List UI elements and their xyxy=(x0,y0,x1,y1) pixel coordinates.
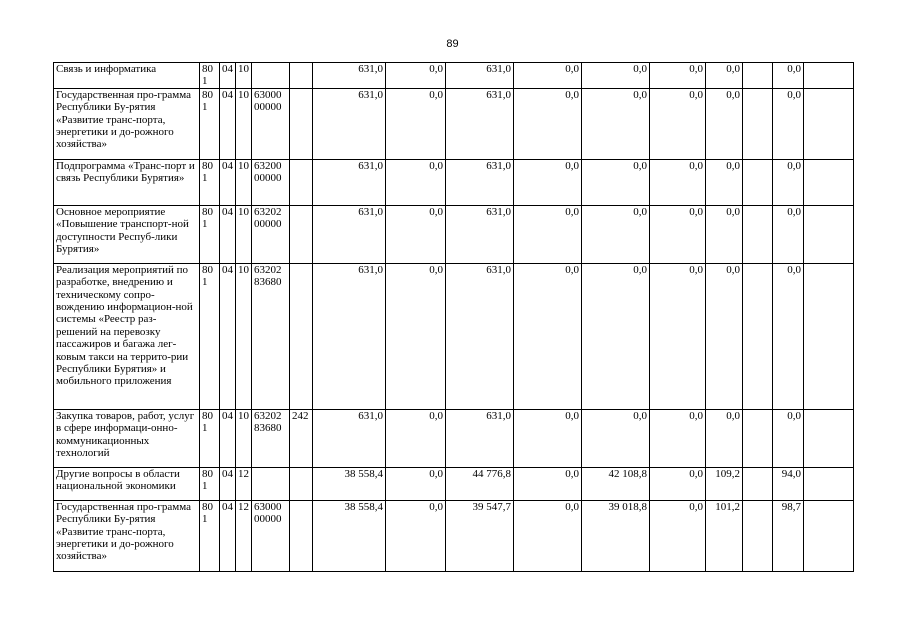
empty-cell xyxy=(804,263,854,409)
row-name-cell: Другие вопросы в области национальной экономики xyxy=(54,467,200,500)
row-name-cell: Государственная про-грамма Республики Бу-рятия «Развитие транс-порта, энергетики и до-рожного хозяйства» xyxy=(54,88,200,159)
value-cell-6: 0,0 xyxy=(650,409,706,467)
value-cell-1: 38 558,4 xyxy=(313,467,386,500)
value-cell-5: 39 018,8 xyxy=(582,500,650,571)
value-cell-4: 0,0 xyxy=(514,205,582,263)
value-cell-3: 631,0 xyxy=(446,88,514,159)
value-cell-7: 0,0 xyxy=(706,63,743,89)
table-row xyxy=(54,263,854,409)
value-cell-9: 0,0 xyxy=(773,159,804,205)
value-cell-8 xyxy=(743,205,773,263)
code-section-cell: 04 xyxy=(220,467,236,500)
value-cell-8 xyxy=(743,263,773,409)
code-ministry-cell: 801 xyxy=(200,159,220,205)
table-row xyxy=(54,500,854,571)
value-cell-9: 94,0 xyxy=(773,467,804,500)
code-expense-type-cell xyxy=(290,500,313,571)
value-cell-4: 0,0 xyxy=(514,88,582,159)
code-subsection-cell: 12 xyxy=(236,500,252,571)
code-section-cell: 04 xyxy=(220,205,236,263)
value-cell-1: 631,0 xyxy=(313,159,386,205)
code-target-article-cell: 63202 00000 xyxy=(252,205,290,263)
row-name-cell: Государственная про-грамма Республики Бу-рятия «Развитие транс-порта, энергетики и до-рожного хозяйства» xyxy=(54,500,200,571)
code-ministry-cell: 801 xyxy=(200,88,220,159)
code-section-cell: 04 xyxy=(220,263,236,409)
code-expense-type-cell xyxy=(290,63,313,89)
code-ministry-cell: 801 xyxy=(200,467,220,500)
row-name-cell: Связь и информатика xyxy=(54,63,200,89)
code-ministry-cell: 801 xyxy=(200,63,220,89)
value-cell-5: 0,0 xyxy=(582,205,650,263)
code-expense-type-cell xyxy=(290,263,313,409)
value-cell-7: 0,0 xyxy=(706,88,743,159)
value-cell-8 xyxy=(743,63,773,89)
code-target-article-cell: 63200 00000 xyxy=(252,159,290,205)
row-name-cell: Подпрограмма «Транс-порт и связь Республики Бурятия» xyxy=(54,159,200,205)
empty-cell xyxy=(804,467,854,500)
value-cell-6: 0,0 xyxy=(650,88,706,159)
code-subsection-cell: 10 xyxy=(236,409,252,467)
table-body xyxy=(54,63,854,572)
empty-cell xyxy=(804,205,854,263)
value-cell-4: 0,0 xyxy=(514,467,582,500)
code-section-cell: 04 xyxy=(220,159,236,205)
row-name-cell: Закупка товаров, работ, услуг в сфере информаци-онно-коммуникационных технологий xyxy=(54,409,200,467)
value-cell-4: 0,0 xyxy=(514,409,582,467)
value-cell-8 xyxy=(743,159,773,205)
value-cell-7: 0,0 xyxy=(706,159,743,205)
empty-cell xyxy=(804,500,854,571)
code-expense-type-cell xyxy=(290,88,313,159)
code-ministry-cell: 801 xyxy=(200,263,220,409)
value-cell-5: 0,0 xyxy=(582,409,650,467)
budget-table xyxy=(53,62,854,572)
table-row xyxy=(54,409,854,467)
value-cell-7: 0,0 xyxy=(706,409,743,467)
value-cell-2: 0,0 xyxy=(386,467,446,500)
table-row xyxy=(54,63,854,89)
table-row xyxy=(54,88,854,159)
row-name-cell: Реализация мероприятий по разработке, внедрению и техническому сопро-вождению информацион-ной системы «Реестр раз-решений на перевозку пассажиров и багажа лег-ковым такси на террито-рии Республики Бурятия» и мобильного приложения xyxy=(54,263,200,409)
code-subsection-cell: 10 xyxy=(236,159,252,205)
code-expense-type-cell xyxy=(290,467,313,500)
value-cell-3: 631,0 xyxy=(446,63,514,89)
value-cell-9: 0,0 xyxy=(773,263,804,409)
code-subsection-cell: 12 xyxy=(236,467,252,500)
value-cell-1: 631,0 xyxy=(313,409,386,467)
value-cell-5: 0,0 xyxy=(582,159,650,205)
value-cell-2: 0,0 xyxy=(386,500,446,571)
table-row xyxy=(54,205,854,263)
value-cell-2: 0,0 xyxy=(386,409,446,467)
value-cell-3: 44 776,8 xyxy=(446,467,514,500)
code-target-article-cell: 63202 83680 xyxy=(252,263,290,409)
value-cell-9: 0,0 xyxy=(773,88,804,159)
value-cell-6: 0,0 xyxy=(650,205,706,263)
code-ministry-cell: 801 xyxy=(200,205,220,263)
value-cell-8 xyxy=(743,409,773,467)
page-number: 89 xyxy=(446,38,459,50)
empty-cell xyxy=(804,63,854,89)
value-cell-7: 109,2 xyxy=(706,467,743,500)
code-target-article-cell: 63000 00000 xyxy=(252,88,290,159)
value-cell-9: 98,7 xyxy=(773,500,804,571)
empty-cell xyxy=(804,159,854,205)
value-cell-6: 0,0 xyxy=(650,467,706,500)
row-name-cell: Основное мероприятие «Повышение транспорт-ной доступности Респуб-лики Бурятия» xyxy=(54,205,200,263)
value-cell-3: 631,0 xyxy=(446,409,514,467)
value-cell-7: 0,0 xyxy=(706,263,743,409)
value-cell-4: 0,0 xyxy=(514,263,582,409)
value-cell-2: 0,0 xyxy=(386,159,446,205)
code-target-article-cell xyxy=(252,467,290,500)
value-cell-4: 0,0 xyxy=(514,63,582,89)
code-target-article-cell xyxy=(252,63,290,89)
value-cell-3: 39 547,7 xyxy=(446,500,514,571)
value-cell-1: 631,0 xyxy=(313,88,386,159)
table-row xyxy=(54,467,854,500)
code-target-article-cell: 63202 83680 xyxy=(252,409,290,467)
value-cell-4: 0,0 xyxy=(514,500,582,571)
value-cell-5: 0,0 xyxy=(582,88,650,159)
value-cell-6: 0,0 xyxy=(650,263,706,409)
value-cell-5: 42 108,8 xyxy=(582,467,650,500)
value-cell-5: 0,0 xyxy=(582,263,650,409)
code-subsection-cell: 10 xyxy=(236,263,252,409)
table-row xyxy=(54,159,854,205)
value-cell-1: 631,0 xyxy=(313,205,386,263)
code-subsection-cell: 10 xyxy=(236,63,252,89)
value-cell-1: 631,0 xyxy=(313,263,386,409)
code-subsection-cell: 10 xyxy=(236,88,252,159)
code-section-cell: 04 xyxy=(220,500,236,571)
value-cell-2: 0,0 xyxy=(386,205,446,263)
value-cell-1: 38 558,4 xyxy=(313,500,386,571)
value-cell-2: 0,0 xyxy=(386,263,446,409)
value-cell-3: 631,0 xyxy=(446,263,514,409)
value-cell-9: 0,0 xyxy=(773,205,804,263)
code-section-cell: 04 xyxy=(220,409,236,467)
value-cell-8 xyxy=(743,467,773,500)
empty-cell xyxy=(804,409,854,467)
code-ministry-cell: 801 xyxy=(200,500,220,571)
code-target-article-cell: 63000 00000 xyxy=(252,500,290,571)
value-cell-9: 0,0 xyxy=(773,409,804,467)
value-cell-6: 0,0 xyxy=(650,63,706,89)
value-cell-7: 0,0 xyxy=(706,205,743,263)
code-expense-type-cell: 242 xyxy=(290,409,313,467)
code-subsection-cell: 10 xyxy=(236,205,252,263)
value-cell-8 xyxy=(743,500,773,571)
value-cell-2: 0,0 xyxy=(386,88,446,159)
value-cell-1: 631,0 xyxy=(313,63,386,89)
value-cell-7: 101,2 xyxy=(706,500,743,571)
code-section-cell: 04 xyxy=(220,63,236,89)
value-cell-3: 631,0 xyxy=(446,159,514,205)
code-expense-type-cell xyxy=(290,159,313,205)
value-cell-6: 0,0 xyxy=(650,159,706,205)
code-section-cell: 04 xyxy=(220,88,236,159)
value-cell-4: 0,0 xyxy=(514,159,582,205)
value-cell-8 xyxy=(743,88,773,159)
value-cell-2: 0,0 xyxy=(386,63,446,89)
code-expense-type-cell xyxy=(290,205,313,263)
value-cell-5: 0,0 xyxy=(582,63,650,89)
code-ministry-cell: 801 xyxy=(200,409,220,467)
value-cell-3: 631,0 xyxy=(446,205,514,263)
value-cell-9: 0,0 xyxy=(773,63,804,89)
empty-cell xyxy=(804,88,854,159)
value-cell-6: 0,0 xyxy=(650,500,706,571)
